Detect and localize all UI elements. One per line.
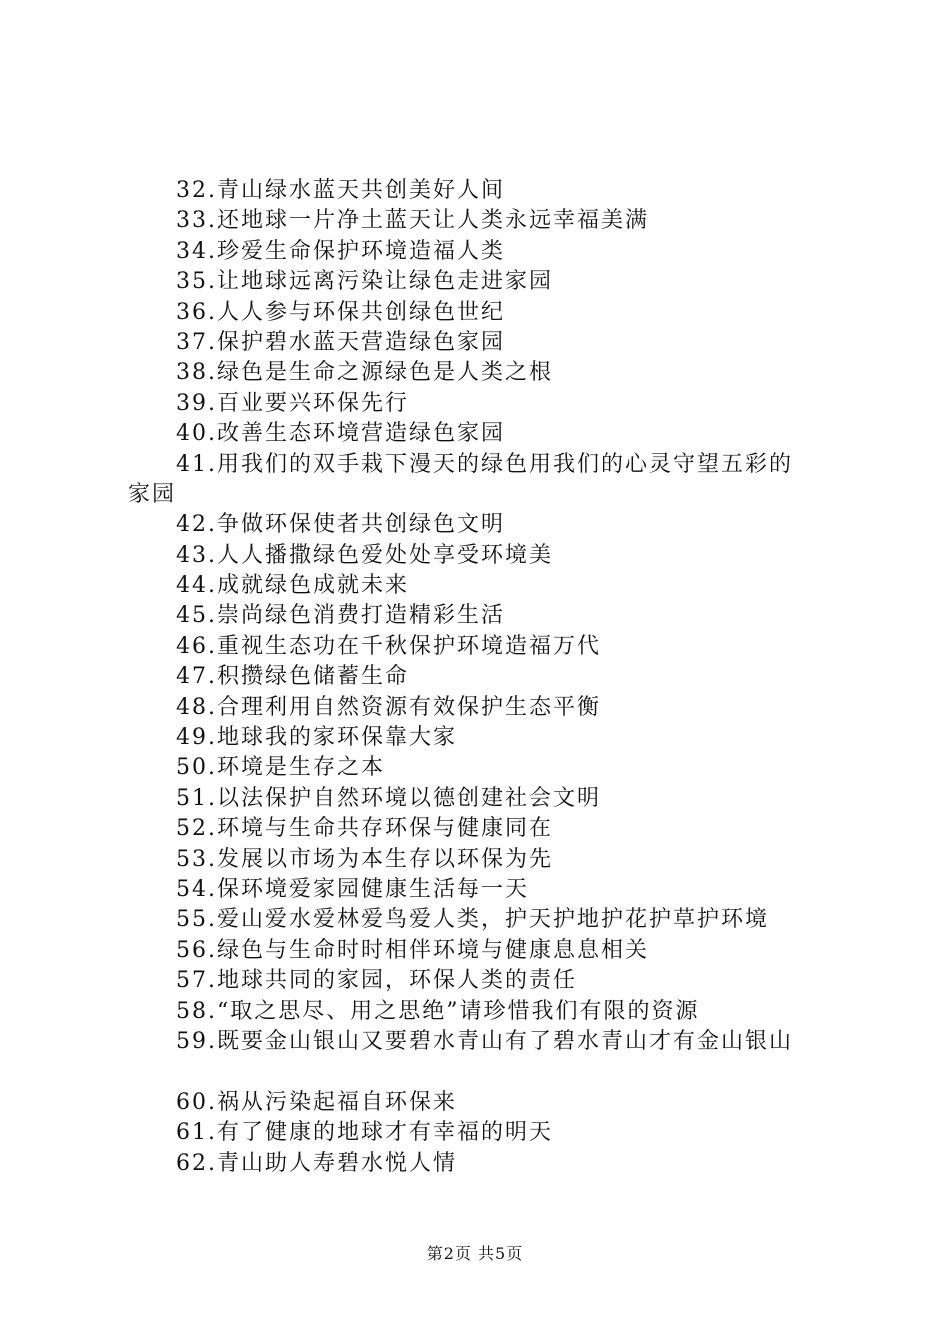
slogan-line-59: 59.既要金山银山又要碧水青山有了碧水青山才有金山银山 — [176, 1028, 793, 1054]
slogan-line-39: 39.百业要兴环保先行 — [176, 390, 409, 416]
slogan-line-53: 53.发展以市场为本生存以环保为先 — [176, 846, 553, 872]
slogan-line-48: 48.合理利用自然资源有效保护生态平衡 — [176, 694, 601, 720]
slogan-line-60: 60.祸从污染起福自环保来 — [176, 1089, 457, 1115]
slogan-line-52: 52.环境与生命共存环保与健康同在 — [176, 816, 553, 842]
slogan-line-55: 55.爱山爱水爱林爱鸟爱人类，护天护地护花护草护环境 — [176, 907, 769, 933]
slogan-line-56: 56.绿色与生命时时相伴环境与健康息息相关 — [176, 937, 649, 963]
slogan-line-34: 34.珍爱生命保护环境造福人类 — [176, 238, 505, 264]
page-footer: 第2页 共5页 — [426, 1244, 524, 1263]
slogan-line-45: 45.崇尚绿色消费打造精彩生活 — [176, 603, 505, 629]
slogan-line-33: 33.还地球一片净土蓝天让人类永远幸福美满 — [176, 208, 649, 234]
slogan-line-61: 61.有了健康的地球才有幸福的明天 — [176, 1120, 553, 1146]
slogan-line-42: 42.争做环保使者共创绿色文明 — [176, 512, 505, 538]
slogan-line-46: 46.重视生态功在千秋保护环境造福万代 — [176, 633, 601, 659]
slogan-line-41: 41.用我们的双手栽下漫天的绿色用我们的心灵守望五彩的 — [176, 451, 793, 477]
slogan-line-40: 40.改善生态环境营造绿色家园 — [176, 421, 505, 447]
slogan-line-32: 32.青山绿水蓝天共创美好人间 — [176, 178, 505, 203]
slogan-line-43: 43.人人播撒绿色爱处处享受环境美 — [176, 542, 553, 568]
slogan-line-36: 36.人人参与环保共创绿色世纪 — [176, 299, 505, 325]
slogan-line-44: 44.成就绿色成就未来 — [176, 573, 409, 599]
slogan-line-49: 49.地球我的家环保靠大家 — [176, 725, 457, 751]
slogan-line-50: 50.环境是生存之本 — [176, 755, 385, 781]
slogan-line-35: 35.让地球远离污染让绿色走进家园 — [176, 269, 553, 295]
slogan-line-37: 37.保护碧水蓝天营造绿色家园 — [176, 329, 505, 355]
blank-line — [128, 1057, 828, 1087]
slogan-line-62: 62.青山助人寿碧水悦人情 — [176, 1150, 457, 1176]
slogan-line-51: 51.以法保护自然环境以德创建社会文明 — [176, 785, 601, 811]
slogan-line-38: 38.绿色是生命之源绿色是人类之根 — [176, 360, 553, 386]
document-body — [128, 176, 828, 1179]
slogan-line-57: 57.地球共同的家园，环保人类的责任 — [176, 968, 577, 994]
slogan-line-54: 54.保环境爱家园健康生活每一天 — [176, 876, 529, 902]
slogan-line-41-continued: 家园 — [128, 481, 177, 507]
slogan-line-58: 58.“取之思尽、用之思绝”请珍惜我们有限的资源 — [176, 998, 700, 1024]
slogan-line-47: 47.积攒绿色储蓄生命 — [176, 664, 409, 690]
